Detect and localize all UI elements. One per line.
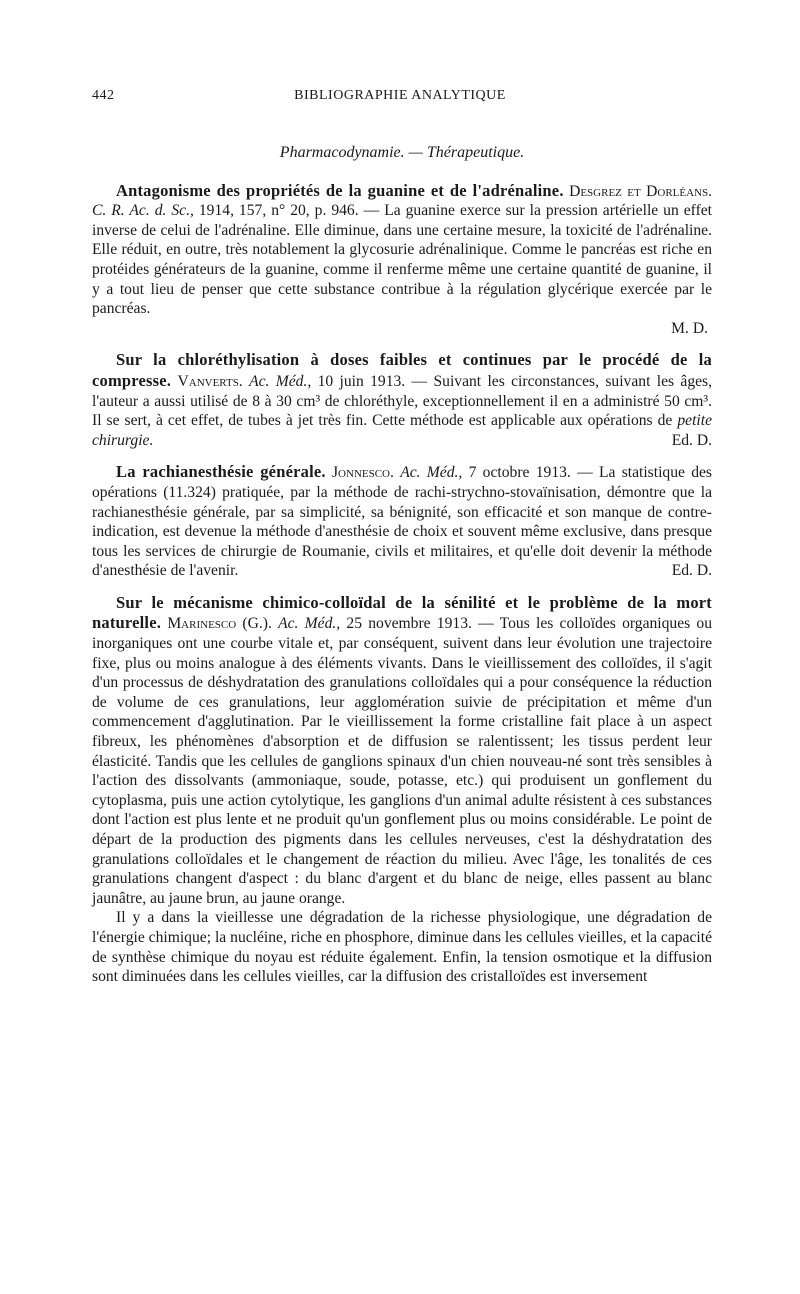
- bibliography-entry: [92, 462, 712, 581]
- entry-signature: M. D.: [671, 319, 708, 337]
- entry-journal: Ac. Méd.,: [278, 615, 341, 633]
- entry-text: Suivant les circonstances, suivant les âges, l'auteur a aussi utilisé de 8 à 30 cm³ de chloréthyle, exceptionnellement il en a administré 50 cm³. Il se sert, à cet effet, de tubes à jet très fin. Cette méthode est applicable aux opérations de: [92, 372, 712, 430]
- entry-signature: Ed. D.: [671, 431, 712, 449]
- entry-paragraph: [92, 350, 712, 450]
- entry-title: Sur la chloréthylisation à doses faibles et continues par le procédé de la compresse.: [92, 350, 712, 390]
- entry-citation: 10 juin 1913. —: [317, 372, 428, 390]
- entry-paragraph: [92, 462, 712, 581]
- entry-citation: 7 octobre 1913. —: [468, 464, 593, 482]
- entry-citation: 1914, 157, n° 20, p. 946. —: [198, 202, 380, 220]
- entry-journal: C. R. Ac. d. Sc.,: [92, 202, 194, 220]
- entry-paragraph: [92, 181, 712, 319]
- entry-text: La statistique des opérations (11.324) pratiquée, par la méthode de rachi-strychno-stovaïnisation, démontre que la rachianesthésie générale, par sa simplicité, sa bénignité, son efficacité et son manque de contre-indication, est devenue la méthode d'anesthésie de choix et souvent même exclusive, dans presque tous les services de chirurgie de Roumanie, civils et militaires, et qu'elle doit devenir la méthode d'anesthésie de l'avenir.: [92, 464, 712, 580]
- entry-authors: Jonnesco.: [331, 464, 394, 482]
- entry-title: La rachianesthésie générale.: [116, 462, 326, 482]
- entry-text: La guanine exerce sur la pression artérielle un effet inverse de celui de l'adrénaline. Elle diminue, dans une certaine mesure, la toxicité de l'adrénaline. Elle réduit, en outre, très notablement la glycosurie adrénalinique. Comme le pancréas est riche en protéides générateurs de la guanine, comme il renferme même une certaine quantité de guanine, il y a tout lieu de penser que cette substance contribue à la régulation glycérique exercée par le pancréas.: [92, 202, 713, 318]
- entry-paragraph-continued: Il y a dans la vieillesse une dégradation de la richesse physiologique, une dégradation de l'énergie chimique; la nucléine, riche en phosphore, diminue dans les cellules vieilles, et la capacité de synthèse chimique du noyau est réduite également. Enfin, la tension osmotique et la diffusion sont diminuées dans les cellules vieilles, car la diffusion des cristalloïdes est inversement: [92, 909, 712, 986]
- running-title: BIBLIOGRAPHIE ANALYTIQUE: [294, 88, 506, 103]
- bibliography-entry: [92, 593, 712, 987]
- entry-paragraph: [92, 593, 712, 909]
- entry-journal: Ac. Méd.,: [249, 372, 312, 390]
- page-number: 442: [92, 88, 115, 103]
- entry-text: Tous les colloïdes organiques ou inorganiques ont une courbe vitale et, par conséquent, suivent dans leur évolution une trajectoire fixe, plus ou moins analogue à des éléments vivants. Dans le vieillissement des colloïdes, il s'agit d'un processus de déshydratation des granulations colloïdales qui a pour conséquence la réduction de volume de ces granulations, leur agglomération suivie de précipitation et même d'un commencement d'agglutination. Par le vieillissement la forme cristalline fait place à un aspect fibreux, les phénomènes d'absorption et de diffusion se ralentissent; les tissus perdent leur élasticité. Tandis que les cellules de ganglions spinaux d'un chien nouveau-né sont très sensibles à l'action des dissolvants (ammoniaque, soude, potasse, etc.) qui produisent un gonflement du cytoplasma, puis une action cytolytique, les ganglions d'un animal adulte résistent à ces substances dont l'action est plus lente et ne produit qu'un gonflement plus ou moins considérable. Le point de départ de la production des pigments dans les cellules nerveuses, c'est la déshydratation des granulations colloïdales et le changement de réaction du milieu. Avec l'âge, les tonalités de ces granulations changent d'aspect : du blanc d'argent et du blanc de neige, elles passent au blanc jaunâtre, au jaune brun, au jaune orange.: [92, 615, 713, 907]
- entry-title: Antagonisme des propriétés de la guanine et de l'adrénaline.: [116, 180, 564, 200]
- bibliography-entry: [92, 350, 712, 450]
- section-title: Pharmacodynamie. — Thérapeutique.: [279, 144, 525, 161]
- bibliography-entry: [92, 181, 712, 339]
- entry-authors: Desgrez et Dorléans.: [569, 182, 712, 200]
- entry-authors: Vanverts.: [177, 372, 243, 390]
- entry-authors: Marinesco (G.).: [167, 615, 272, 633]
- entry-title: Sur le mécanisme chimico-colloïdal de la sénilité et le problème de la mort naturelle.: [92, 592, 712, 633]
- entry-signature: Ed. D.: [671, 562, 712, 580]
- entry-citation: 25 novembre 1913. —: [346, 615, 494, 633]
- entry-text-italic: petite chirurgie.: [92, 412, 712, 449]
- page-body: [92, 143, 712, 999]
- entry-journal: Ac. Méd.,: [400, 464, 463, 482]
